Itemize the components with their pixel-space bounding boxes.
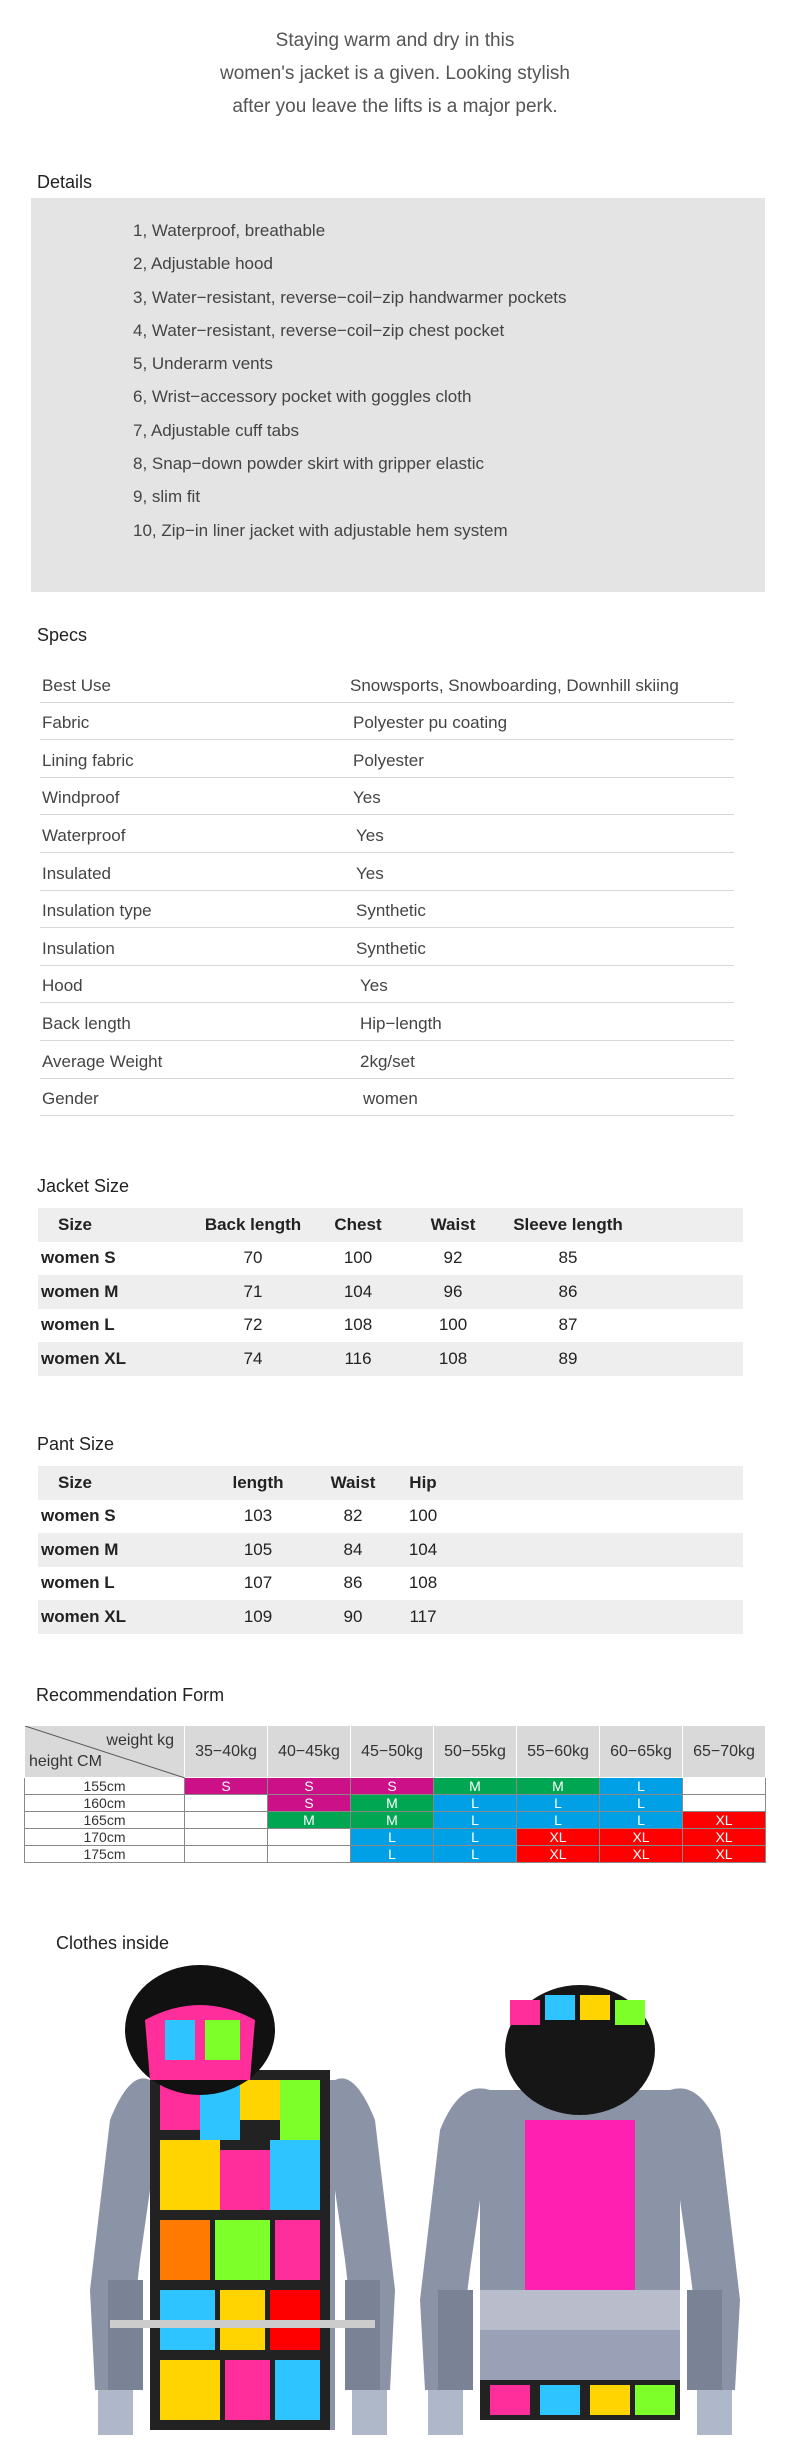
weight-label: weight kg bbox=[106, 1732, 174, 1749]
size-cell bbox=[185, 1829, 268, 1846]
table-cell: 117 bbox=[409, 1606, 437, 1626]
height-cell: 170cm bbox=[25, 1829, 185, 1846]
size-cell: L bbox=[600, 1812, 683, 1829]
details-item: 9, slim fit bbox=[133, 487, 201, 507]
height-cell: 165cm bbox=[25, 1812, 185, 1829]
table-cell: 108 bbox=[408, 1573, 438, 1593]
weight-header: 55−60kg bbox=[517, 1726, 600, 1778]
column-header: length bbox=[232, 1472, 284, 1492]
table-cell bbox=[638, 1275, 743, 1309]
table-cell: 90 bbox=[343, 1606, 363, 1626]
details-item: 8, Snap−down powder skirt with gripper elastic bbox=[133, 454, 485, 474]
column-header: Waist bbox=[330, 1472, 376, 1492]
table-cell bbox=[458, 1533, 743, 1567]
table-row bbox=[38, 1275, 743, 1309]
table-row bbox=[38, 1567, 743, 1601]
size-cell: L bbox=[434, 1812, 517, 1829]
size-cell bbox=[268, 1846, 351, 1863]
table-cell: 89 bbox=[558, 1348, 578, 1368]
column-header: Chest bbox=[334, 1214, 382, 1234]
spec-key: Gender bbox=[42, 1089, 99, 1109]
column-header: Sleeve length bbox=[513, 1214, 623, 1234]
size-cell: S bbox=[185, 1778, 268, 1795]
table-cell: 108 bbox=[438, 1348, 468, 1368]
table-cell: 85 bbox=[558, 1248, 578, 1268]
size-cell: M bbox=[434, 1778, 517, 1795]
spec-row bbox=[40, 966, 734, 1004]
spec-key: Insulated bbox=[42, 863, 111, 883]
size-cell: L bbox=[517, 1795, 600, 1812]
height-cell: 175cm bbox=[25, 1846, 185, 1863]
spec-key: Waterproof bbox=[42, 825, 126, 845]
weight-header: 60−65kg bbox=[600, 1726, 683, 1778]
spec-row bbox=[40, 1079, 734, 1117]
size-cell bbox=[268, 1829, 351, 1846]
spec-value: Snowsports, Snowboarding, Downhill skiing bbox=[350, 675, 679, 695]
spec-value: Yes bbox=[360, 976, 388, 996]
spec-key: Lining fabric bbox=[42, 750, 134, 770]
spec-value: Polyester bbox=[353, 750, 424, 770]
table-cell: 86 bbox=[558, 1281, 578, 1301]
height-cell: 160cm bbox=[25, 1795, 185, 1812]
spec-value: Synthetic bbox=[356, 901, 426, 921]
column-header: Size bbox=[58, 1472, 93, 1492]
table-cell: 105 bbox=[243, 1539, 273, 1559]
table-row bbox=[38, 1600, 743, 1634]
spec-value: Yes bbox=[356, 825, 384, 845]
table-cell: women S bbox=[41, 1506, 116, 1526]
size-cell bbox=[185, 1846, 268, 1863]
table-cell bbox=[458, 1500, 743, 1534]
details-list bbox=[133, 214, 567, 547]
size-cell: XL bbox=[683, 1812, 766, 1829]
table-cell: 100 bbox=[438, 1315, 468, 1335]
size-cell: L bbox=[434, 1795, 517, 1812]
size-cell: XL bbox=[517, 1829, 600, 1846]
jacket-photos bbox=[0, 1960, 790, 2442]
spec-row bbox=[40, 853, 734, 891]
table-cell: 71 bbox=[243, 1281, 263, 1301]
rec-row bbox=[25, 1778, 766, 1795]
spec-row bbox=[40, 665, 734, 703]
pant-size-table bbox=[38, 1466, 743, 1634]
table-cell: 70 bbox=[243, 1248, 263, 1268]
table-cell: 72 bbox=[243, 1315, 263, 1335]
table-row bbox=[38, 1533, 743, 1567]
table-cell: 109 bbox=[243, 1606, 273, 1626]
size-cell: L bbox=[434, 1846, 517, 1863]
recommendation-title: Recommendation Form bbox=[36, 1685, 225, 1705]
intro-line: women's jacket is a given. Looking stylish bbox=[219, 63, 570, 84]
size-cell: M bbox=[351, 1812, 434, 1829]
table-cell: 84 bbox=[343, 1539, 363, 1559]
jacket-photo-illustration bbox=[0, 1960, 790, 2442]
table-cell: 92 bbox=[443, 1248, 463, 1268]
size-cell: S bbox=[268, 1778, 351, 1795]
spec-key: Back length bbox=[42, 1013, 131, 1033]
rec-corner-cell bbox=[25, 1726, 185, 1778]
spec-key: Insulation bbox=[42, 938, 115, 958]
size-cell: S bbox=[351, 1778, 434, 1795]
weight-header: 65−70kg bbox=[683, 1726, 766, 1778]
spec-key: Hood bbox=[42, 976, 83, 996]
spec-value: Polyester pu coating bbox=[353, 713, 508, 733]
table-cell bbox=[638, 1342, 743, 1376]
spec-value: Yes bbox=[356, 863, 384, 883]
table-cell: women M bbox=[41, 1281, 119, 1301]
table-cell bbox=[638, 1309, 743, 1343]
spec-key: Insulation type bbox=[42, 901, 152, 921]
size-cell: L bbox=[600, 1795, 683, 1812]
spec-row bbox=[40, 891, 734, 929]
size-cell: XL bbox=[683, 1846, 766, 1863]
size-cell: M bbox=[351, 1795, 434, 1812]
size-cell: L bbox=[434, 1829, 517, 1846]
table-cell: women L bbox=[41, 1573, 115, 1593]
table-cell: women L bbox=[41, 1315, 115, 1335]
size-cell: L bbox=[600, 1778, 683, 1795]
details-item: 4, Water−resistant, reverse−coil−zip chest pocket bbox=[133, 320, 505, 340]
size-cell bbox=[185, 1812, 268, 1829]
details-item: 10, Zip−in liner jacket with adjustable hem system bbox=[133, 520, 508, 540]
rec-header-row bbox=[25, 1726, 766, 1778]
rec-row bbox=[25, 1829, 766, 1846]
table-cell: 104 bbox=[408, 1539, 438, 1559]
size-cell: S bbox=[268, 1795, 351, 1812]
spec-row bbox=[40, 1003, 734, 1041]
table-cell: women S bbox=[41, 1248, 116, 1268]
column-header: Waist bbox=[430, 1214, 476, 1234]
table-cell: women XL bbox=[41, 1348, 127, 1368]
table-cell: 100 bbox=[408, 1506, 438, 1526]
table-cell: 87 bbox=[558, 1315, 578, 1335]
table-row bbox=[38, 1342, 743, 1376]
table-header-row bbox=[38, 1208, 743, 1242]
spec-key: Average Weight bbox=[42, 1051, 163, 1071]
table-header-row bbox=[38, 1466, 743, 1500]
spec-value: Hip−length bbox=[360, 1013, 442, 1033]
spec-value: women bbox=[363, 1089, 418, 1109]
table-cell: 82 bbox=[343, 1506, 363, 1526]
table-row bbox=[38, 1242, 743, 1276]
spec-value: Synthetic bbox=[356, 938, 426, 958]
weight-header: 50−55kg bbox=[434, 1726, 517, 1778]
specs-title: Specs bbox=[37, 625, 88, 645]
size-cell: L bbox=[351, 1846, 434, 1863]
spec-key: Fabric bbox=[42, 713, 90, 733]
column-header: Hip bbox=[409, 1472, 437, 1492]
weight-header: 40−45kg bbox=[268, 1726, 351, 1778]
details-item: 2, Adjustable hood bbox=[133, 254, 273, 274]
table-cell bbox=[458, 1600, 743, 1634]
size-cell: M bbox=[268, 1812, 351, 1829]
height-label: height CM bbox=[29, 1753, 102, 1770]
details-item: 1, Waterproof, breathable bbox=[133, 221, 326, 240]
spec-row bbox=[40, 1041, 734, 1079]
details-item: 6, Wrist−accessory pocket with goggles cloth bbox=[133, 387, 472, 407]
details-item: 7, Adjustable cuff tabs bbox=[133, 420, 300, 440]
table-cell: women M bbox=[41, 1539, 119, 1559]
column-header: Back length bbox=[204, 1214, 302, 1234]
table-cell: 103 bbox=[243, 1506, 273, 1526]
size-cell: XL bbox=[517, 1846, 600, 1863]
rec-row bbox=[25, 1812, 766, 1829]
table-cell bbox=[458, 1567, 743, 1601]
details-item: 5, Underarm vents bbox=[133, 354, 273, 374]
table-cell: 108 bbox=[343, 1315, 373, 1335]
details-box bbox=[31, 198, 765, 592]
rec-row bbox=[25, 1846, 766, 1863]
specs-table bbox=[40, 665, 734, 1116]
spec-row bbox=[40, 815, 734, 853]
spec-value: 2kg/set bbox=[360, 1051, 415, 1071]
spec-row bbox=[40, 928, 734, 966]
size-cell: XL bbox=[600, 1846, 683, 1863]
weight-header: 45−50kg bbox=[351, 1726, 434, 1778]
jacket-front-image bbox=[90, 1965, 395, 2435]
header-spacer bbox=[638, 1208, 743, 1242]
table-cell bbox=[638, 1242, 743, 1276]
weight-header: 35−40kg bbox=[185, 1726, 268, 1778]
table-cell: 74 bbox=[243, 1348, 263, 1368]
size-cell bbox=[683, 1795, 766, 1812]
table-cell: women XL bbox=[41, 1606, 127, 1626]
spec-row bbox=[40, 740, 734, 778]
details-item: 3, Water−resistant, reverse−coil−zip handwarmer pockets bbox=[133, 287, 567, 307]
spec-row bbox=[40, 778, 734, 816]
intro-line: Staying warm and dry in this bbox=[275, 30, 515, 51]
size-cell: XL bbox=[683, 1829, 766, 1846]
height-cell: 155cm bbox=[25, 1778, 185, 1795]
jacket-size-table bbox=[38, 1208, 743, 1376]
header-spacer bbox=[458, 1466, 743, 1500]
jacket-back-image bbox=[420, 1985, 740, 2435]
size-cell: L bbox=[351, 1829, 434, 1846]
size-cell: M bbox=[517, 1778, 600, 1795]
size-cell: XL bbox=[600, 1829, 683, 1846]
intro-line: after you leave the lifts is a major perk. bbox=[232, 96, 558, 117]
recommendation-table bbox=[24, 1725, 766, 1863]
intro-text bbox=[0, 24, 790, 123]
jacket-size-title: Jacket Size bbox=[37, 1176, 130, 1196]
clothes-inside-title: Clothes inside bbox=[56, 1933, 170, 1953]
table-row bbox=[38, 1500, 743, 1534]
table-cell: 100 bbox=[343, 1248, 373, 1268]
spec-value: Yes bbox=[353, 788, 381, 808]
size-cell bbox=[683, 1778, 766, 1795]
table-cell: 86 bbox=[343, 1573, 363, 1593]
size-cell bbox=[185, 1795, 268, 1812]
column-header: Size bbox=[58, 1214, 93, 1234]
table-cell: 116 bbox=[344, 1348, 372, 1368]
rec-row bbox=[25, 1795, 766, 1812]
table-cell: 107 bbox=[243, 1573, 273, 1593]
table-row bbox=[38, 1309, 743, 1343]
details-title: Details bbox=[37, 172, 93, 192]
pant-size-title: Pant Size bbox=[37, 1434, 115, 1454]
table-cell: 104 bbox=[343, 1281, 373, 1301]
size-cell: L bbox=[517, 1812, 600, 1829]
spec-key: Windproof bbox=[42, 788, 120, 808]
table-cell: 96 bbox=[443, 1281, 463, 1301]
spec-key: Best Use bbox=[42, 675, 111, 695]
spec-row bbox=[40, 703, 734, 741]
